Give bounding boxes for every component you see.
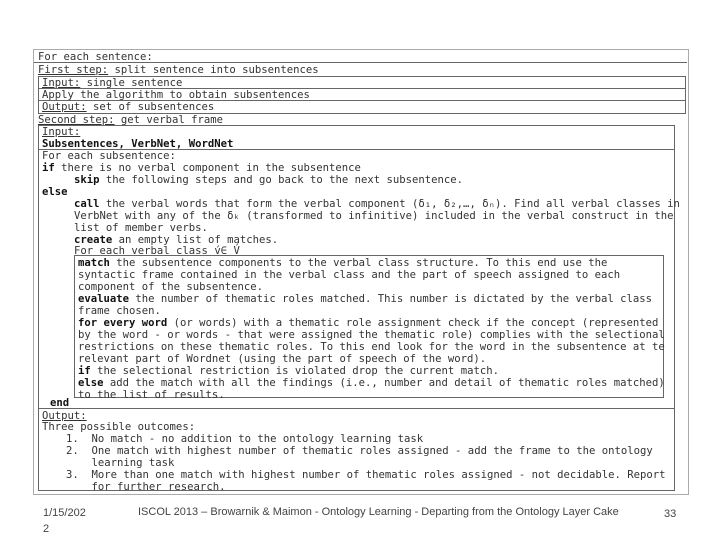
algo-line-segment: for every word bbox=[78, 317, 168, 329]
algo-line bbox=[50, 397, 69, 409]
algo-line-segment: Input: bbox=[42, 126, 81, 138]
algo-line-segment: an empty list of matches. bbox=[112, 234, 279, 246]
algo-line-segment: there is no verbal component in the subsentence bbox=[54, 162, 361, 174]
algo-line bbox=[66, 433, 423, 445]
algo-line bbox=[78, 317, 658, 329]
algo-line-segment: Three possible outcomes: bbox=[42, 421, 196, 433]
algo-line-segment: (or words) with a thematic role assignment check if the concept (represented bbox=[167, 317, 659, 329]
algo-line-segment: 3. More than one match with highest number of thematic roles assigned - not decidable. Report bbox=[66, 469, 666, 481]
algo-line bbox=[78, 293, 652, 305]
algo-line bbox=[38, 64, 319, 76]
algo-line-segment: Output: bbox=[42, 101, 87, 113]
algo-line-segment: if bbox=[78, 365, 91, 377]
algo-line-segment: else bbox=[42, 186, 68, 198]
algo-line-segment: list of member verbs. bbox=[74, 222, 208, 234]
algo-line bbox=[78, 281, 263, 293]
algo-line-segment: First step: bbox=[38, 64, 109, 76]
algo-line-segment: Apply the algorithm to obtain subsentences bbox=[42, 89, 310, 101]
algo-line-segment: end bbox=[50, 397, 70, 409]
algo-line bbox=[74, 174, 463, 186]
algo-line bbox=[42, 89, 310, 101]
algo-line-segment: set of subsentences bbox=[86, 101, 215, 113]
algo-line-segment: add the match with all the findings (i.e., number and detail of thematic roles matched) bbox=[103, 377, 665, 389]
algo-line-segment: 2. One match with highest number of thematic roles assigned - add the frame to the ontology bbox=[66, 445, 653, 457]
algo-line-segment: Second step: bbox=[38, 114, 115, 126]
algo-line-segment: component of the subsentence. bbox=[78, 281, 263, 293]
algo-line bbox=[78, 377, 665, 389]
algo-line-segment: for further research. bbox=[66, 481, 226, 493]
algo-line-segment: the verbal words that form the verbal component (δ₁, δ₂,…, δₙ). Find all verbal classes in bbox=[99, 198, 680, 210]
algo-line bbox=[42, 101, 214, 113]
algo-line-segment: the following steps and go back to the next subsentence. bbox=[99, 174, 464, 186]
divider bbox=[38, 408, 674, 409]
algo-line-segment: syntactic frame contained in the verbal class and the part of speech assigned to each bbox=[78, 269, 621, 281]
algo-line bbox=[38, 51, 153, 63]
algo-line bbox=[66, 481, 225, 493]
algo-line-segment: create bbox=[74, 234, 113, 246]
algo-line bbox=[74, 210, 674, 222]
algo-line-segment: the selectional restriction is violated drop the current match. bbox=[90, 365, 499, 377]
algo-line bbox=[66, 445, 653, 457]
algo-line bbox=[42, 126, 80, 138]
slide-date: 1/15/202 2 bbox=[43, 507, 86, 535]
algo-line-segment: Output: bbox=[42, 410, 87, 422]
algo-line-segment: ∈ V bbox=[220, 245, 240, 257]
algo-line-segment: to the list of results. bbox=[78, 389, 225, 401]
algo-line-segment: Input: bbox=[42, 77, 81, 89]
algo-line bbox=[78, 329, 665, 341]
algo-line bbox=[78, 389, 225, 401]
algo-line bbox=[66, 457, 174, 469]
algo-line bbox=[74, 198, 680, 210]
algo-line bbox=[42, 186, 68, 198]
algo-line-segment: get verbal frame bbox=[114, 114, 223, 126]
algo-line-segment: else bbox=[78, 377, 104, 389]
algo-line-segment: restrictions on these thematic roles. To this end look for the word in the subsentence at te bbox=[78, 341, 665, 353]
algo-line bbox=[42, 150, 176, 162]
algo-line bbox=[74, 245, 240, 257]
algo-line-segment: For each verbal class v bbox=[74, 245, 221, 257]
algo-line bbox=[74, 222, 208, 234]
algo-line-segment: VerbNet with any of the δₖ (transformed to infinitive) included in the verbal construct in the bbox=[74, 210, 674, 222]
slide-footer-title: ISCOL 2013 – Browarnik & Maimon - Ontology Learning - Departing from the Ontology Layer Cake bbox=[138, 506, 619, 518]
algo-line-segment: single sentence bbox=[80, 77, 183, 89]
algo-line-segment: frame chosen. bbox=[78, 305, 161, 317]
algo-line bbox=[42, 162, 361, 174]
algo-line-segment: call bbox=[74, 198, 100, 210]
algo-line-segment: For each subsentence: bbox=[42, 150, 176, 162]
algo-line-segment: learning task bbox=[66, 457, 175, 469]
algo-line-segment: For each sentence: bbox=[38, 51, 153, 63]
algorithm-figure bbox=[33, 49, 689, 495]
algo-line-segment: if bbox=[42, 162, 55, 174]
algo-line-segment: match bbox=[78, 257, 110, 269]
algo-line-segment: evaluate bbox=[78, 293, 130, 305]
algo-line bbox=[78, 353, 486, 365]
algo-line bbox=[38, 114, 223, 126]
algo-line bbox=[66, 469, 666, 481]
algo-line-segment: 1. No match - no addition to the ontology learning task bbox=[66, 433, 424, 445]
slide-number: 33 bbox=[664, 508, 677, 520]
algo-line bbox=[78, 269, 620, 281]
algo-line-segment: the number of thematic roles matched. This number is dictated by the verbal class bbox=[129, 293, 653, 305]
algo-line-segment: split sentence into subsentences bbox=[108, 64, 319, 76]
algo-line-segment: relevant part of Wordnet (using the part of speech of the word). bbox=[78, 353, 487, 365]
algo-line bbox=[78, 257, 607, 269]
algo-line-segment: the subsentence components to the verbal class structure. To this end use the bbox=[109, 257, 608, 269]
algo-line-segment: by the word - or words - that were assigned the thematic role) complies with the selectional bbox=[78, 329, 665, 341]
algo-line bbox=[78, 305, 161, 317]
algo-line bbox=[78, 341, 665, 353]
algo-line bbox=[42, 138, 233, 150]
algo-line bbox=[78, 365, 499, 377]
algo-line-segment: Subsentences, VerbNet, WordNet bbox=[42, 138, 234, 150]
algo-line bbox=[42, 421, 195, 433]
algo-line-segment: skip bbox=[74, 174, 100, 186]
algo-line bbox=[42, 77, 182, 89]
